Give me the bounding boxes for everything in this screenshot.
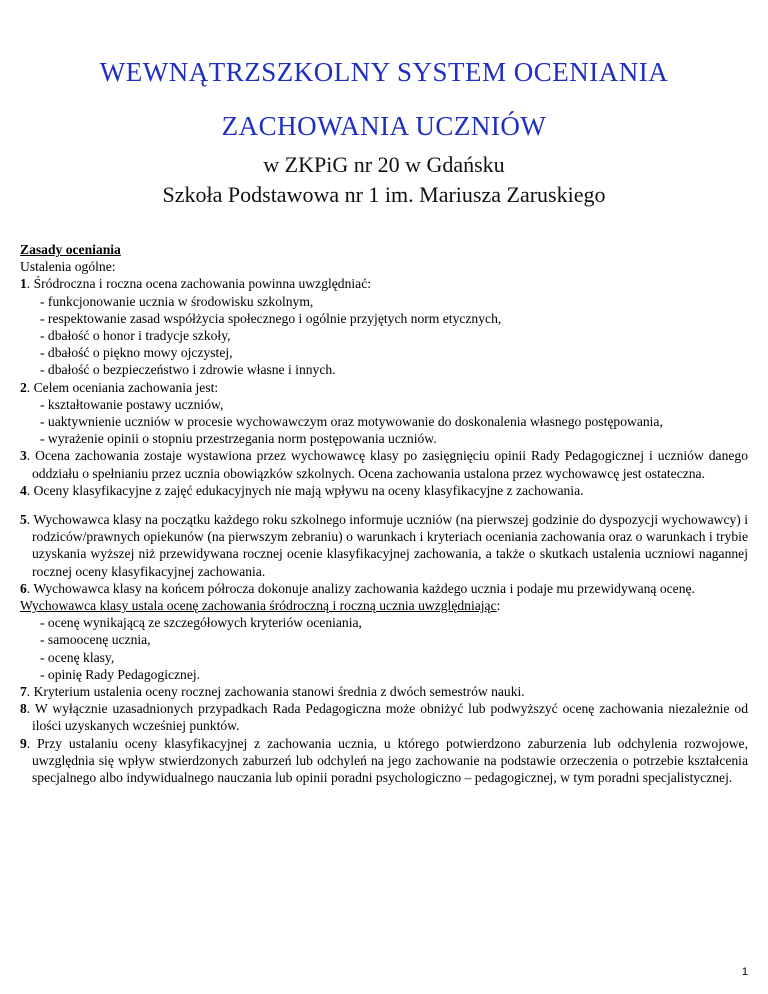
paragraph-ustala: Wychowawca klasy ustala ocenę zachowania śródroczną i roczną ucznia uwzględniając: [20,598,501,614]
paragraph-item: 2. Celem oceniania zachowania jest: [20,379,219,395]
bullet-item: - ocenę klasy, [40,649,115,665]
bullet-item: - ocenę wynikającą ze szczegółowych kryteriów oceniania, [40,615,362,631]
bullet-item: - dbałość o honor i tradycje szkoły, [40,328,231,344]
paragraph-item: 6. Wychowawca klasy na końcem półrocza dokonuje analizy zachowania każdego ucznia i podaje mu przewidywaną ocenę. [20,580,695,596]
section-intro: Ustalenia ogólne: [20,259,116,275]
bullet-item: - samoocenę ucznia, [40,632,151,648]
paragraph-item: 4. Oceny klasyfikacyjne z zajęć edukacyjnych nie mają wpływu na oceny klasyfikacyjne z zachowania. [20,482,584,498]
page-number: 1 [741,966,748,978]
paragraph-item: 3. Ocena zachowania zostaje wystawiona przez wychowawcę klasy po zasięgnięciu opinii Rady Pedagogicznej i uczniów danego oddziału o spełnianiu przez ucznia obowiązków szkolnych. Ocena zachowania ustalona przez wychowawcę jest ostateczna. [20,448,748,481]
bullet-item: - dbałość o piękno mowy ojczystej, [40,345,233,361]
paragraph-item: 8. W wyłącznie uzasadnionych przypadkach Rada Pedagogiczna może obniżyć lub podwyższyć ocenę zachowania niezależnie od ilości uzyskanych wcześniej punktów. [20,701,748,734]
bullet-item: - opinię Rady Pedagogicznej. [40,666,201,682]
bullet-item: - funkcjonowanie ucznia w środowisku szkolnym, [40,293,314,309]
bullet-item: - uaktywnienie uczniów w procesie wychowawczym oraz motywowanie do doskonalenia własnego postępowania, [40,414,663,430]
document-title-line-1: WEWNĄTRZSZKOLNY SYSTEM OCENIANIA [99,57,669,87]
document-body [20,241,748,786]
document-subtitle-line-1: w ZKPiG nr 20 w Gdańsku [263,152,505,177]
paragraph-item: 7. Kryterium ustalenia oceny rocznej zachowania stanowi średnia z dwóch semestrów nauki. [20,684,525,700]
bullet-item: - kształtowanie postawy uczniów, [40,396,224,412]
section-heading: Zasady oceniania [20,242,121,257]
bullet-item: - dbałość o bezpieczeństwo i zdrowie własne i innych. [40,362,336,378]
paragraph-item: 1. Śródroczna i roczna ocena zachowania powinna uwzględniać: [20,276,372,292]
bullet-item: - respektowanie zasad współżycia społecznego i ogólnie przyjętych norm etycznych, [40,310,502,326]
document-title-line-2: ZACHOWANIA UCZNIÓW [221,111,547,141]
paragraph-item: 5. Wychowawca klasy na początku każdego roku szkolnego informuje uczniów (na pierwszej godzinie do dyspozycji wychowawcy) i rodziców/prawnych opiekunów (na pierwszym zebraniu) o warunkach i kryteriach oceniania zachowania oraz o warunkach i trybie uzyskania wyższej niż przewidywana rocznej ocenie klasyfikacyjnej zachowania, a także o skutkach ustalenia uczniowi nagannej rocznej oceny klasyfikacyjnej zachowania. [20,512,748,579]
document-subtitle-line-2: Szkoła Podstawowa nr 1 im. Mariusza Zaruskiego [162,182,606,207]
paragraph-item: 9. Przy ustalaniu oceny klasyfikacyjnej z zachowania ucznia, u którego potwierdzono zaburzenia lub odchylenia rozwojowe, uwzględnia się wpływ stwierdzonych zaburzeń lub odchyleń na jego zachowanie na podstawie orzeczenia o potrzebie kształcenia specjalnego albo indywidualnego nauczania lub opinii poradni psychologiczno – pedagogicznej, w tym poradni specjalistycznej. [20,735,748,786]
bullet-item: - wyrażenie opinii o stopniu przestrzegania norm postępowania uczniów. [40,431,437,447]
